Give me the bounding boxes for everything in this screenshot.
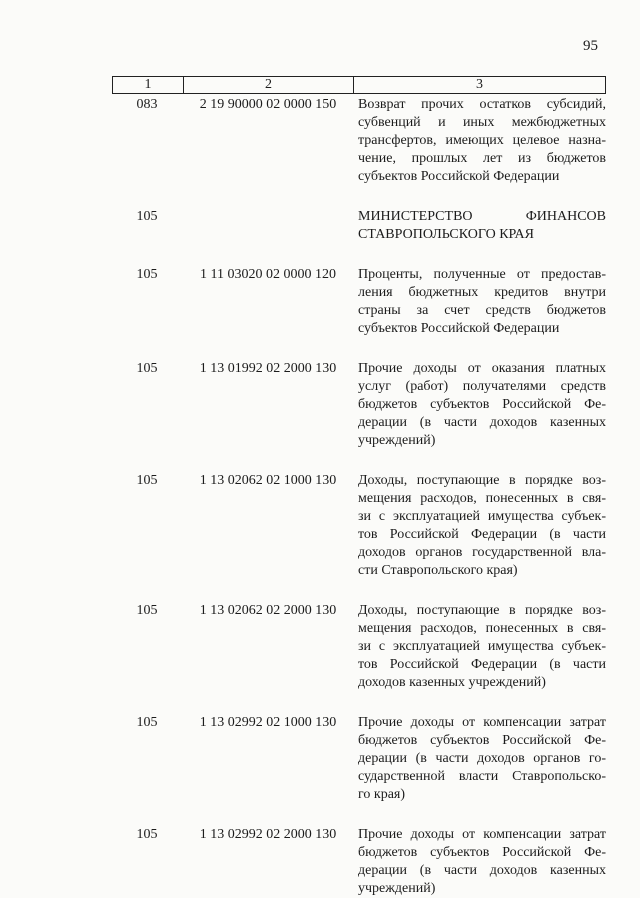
description-line: трансфертов, имеющих целевое назна- [358, 133, 606, 148]
description-line: доходов органов государственной вла- [358, 545, 606, 560]
description-line: Возврат прочих остатков субсидий, [358, 97, 606, 112]
description-line: Прочие доходы от компенсации затрат [358, 827, 606, 842]
description-line: сти Ставропольского края) [358, 563, 518, 578]
table-row [112, 266, 606, 338]
description-line: зи с эксплуатацией имущества субъек- [358, 509, 606, 524]
description-line: бюджетов субъектов Российской Фе- [358, 397, 606, 412]
budget-classification-code-cell: 1 13 02992 02 2000 130 [199, 827, 337, 842]
description-cell [358, 714, 606, 804]
budget-classification-code-cell: 1 13 02062 02 2000 130 [199, 603, 337, 618]
description-line: субъектов Российской Федерации [358, 169, 560, 184]
description-line: субвенций и иных межбюджетных [358, 115, 606, 130]
description-cell [358, 472, 606, 580]
description-line: мещения расходов, понесенных в свя- [358, 491, 606, 506]
description-line: доходов казенных учреждений) [358, 675, 546, 690]
description-cell [358, 266, 606, 338]
admin-code-cell: 105 [136, 827, 158, 842]
description-cell [358, 208, 606, 244]
description-line: Доходы, поступающие в порядке воз- [358, 603, 606, 618]
description-line: чение, прошлых лет из бюджетов [358, 151, 606, 166]
budget-classification-code-cell: 1 13 02992 02 1000 130 [199, 715, 337, 730]
description-line: тов Российской Федерации (в части [358, 657, 606, 672]
description-line: дерации (в части доходов казенных [358, 415, 606, 430]
description-line: ления бюджетных кредитов внутри [358, 285, 606, 300]
table-row [112, 826, 606, 898]
budget-classification-code-cell [182, 208, 354, 244]
table-row [112, 602, 606, 692]
description-cell [358, 602, 606, 692]
budget-classification-code-cell: 1 13 02062 02 1000 130 [199, 473, 337, 488]
admin-code-cell: 105 [136, 603, 158, 618]
description-cell [358, 360, 606, 450]
admin-code-cell: 105 [136, 209, 158, 224]
description-cell [358, 96, 606, 186]
column-header-2: 2 [184, 77, 354, 93]
column-header-3: 3 [476, 77, 483, 92]
description-line: го края) [358, 787, 406, 802]
table-row [112, 472, 606, 580]
description-line: зи с эксплуатацией имущества субъек- [358, 639, 606, 654]
admin-code-cell: 083 [136, 97, 158, 112]
description-line: бюджетов субъектов Российской Фе- [358, 845, 606, 860]
admin-code-cell: 105 [136, 361, 158, 376]
description-line: СТАВРОПОЛЬСКОГО КРАЯ [358, 227, 534, 242]
description-line: страны за счет средств бюджетов [358, 303, 606, 318]
budget-classification-code-cell: 1 13 01992 02 2000 130 [199, 361, 337, 376]
description-line: МИНИСТЕРСТВО ФИНАНСОВ [358, 209, 606, 224]
page-number: 95 [583, 38, 598, 54]
description-line: Прочие доходы от компенсации затрат [358, 715, 606, 730]
admin-code-cell: 105 [136, 473, 158, 488]
description-line: мещения расходов, понесенных в свя- [358, 621, 606, 636]
table-row [112, 96, 606, 186]
description-line: Доходы, поступающие в порядке воз- [358, 473, 606, 488]
description-line: дерации (в части доходов казенных [358, 863, 606, 878]
description-line: тов Российской Федерации (в части [358, 527, 606, 542]
description-line: дерации (в части доходов органов го- [358, 751, 606, 766]
table-row [112, 360, 606, 450]
table-row [112, 208, 606, 244]
description-line: бюджетов субъектов Российской Фе- [358, 733, 606, 748]
description-line: Проценты, полученные от предостав- [358, 267, 606, 282]
description-line: услуг (работ) получателями средств [358, 379, 606, 394]
budget-classification-code-cell: 2 19 90000 02 0000 150 [199, 97, 337, 112]
budget-classification-code-cell: 1 11 03020 02 0000 120 [200, 267, 336, 282]
table-header [112, 76, 606, 94]
description-line: сударственной власти Ставропольско- [358, 769, 606, 784]
table-body [112, 96, 606, 898]
admin-code-cell: 105 [136, 715, 158, 730]
column-header-1: 1 [113, 77, 184, 93]
description-cell [358, 826, 606, 898]
description-line: субъектов Российской Федерации [358, 321, 560, 336]
description-line: Прочие доходы от оказания платных [358, 361, 606, 376]
table-row [112, 714, 606, 804]
description-line: учреждений) [358, 433, 436, 448]
description-line: учреждений) [358, 881, 436, 896]
admin-code-cell: 105 [136, 267, 158, 282]
